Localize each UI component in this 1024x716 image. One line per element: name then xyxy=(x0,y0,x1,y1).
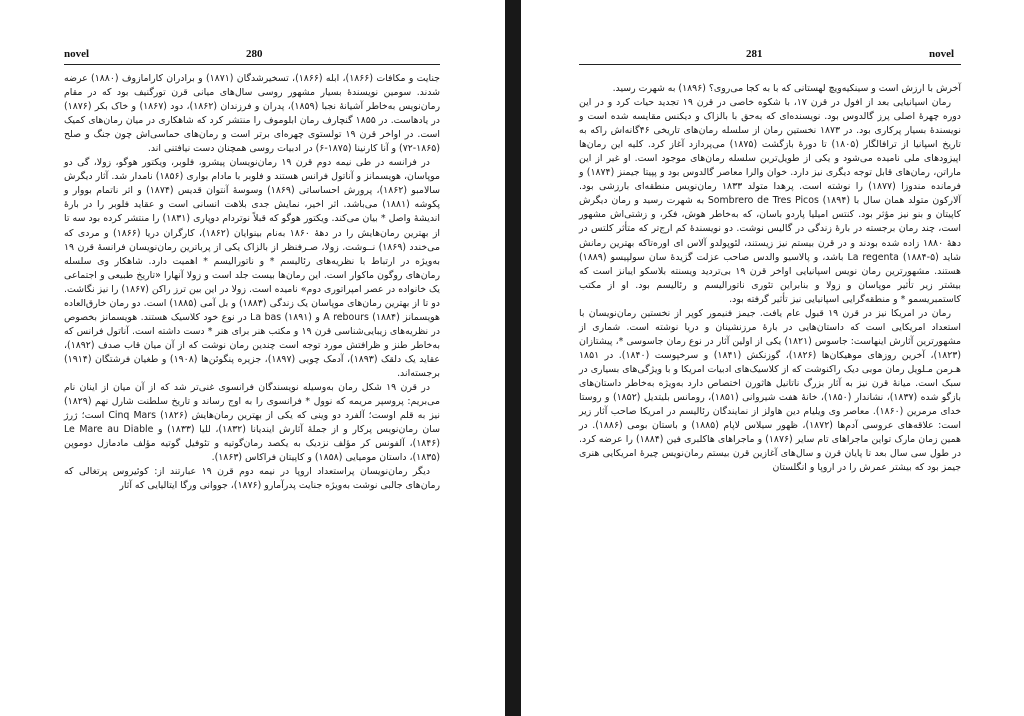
page-header-title: novel xyxy=(64,48,90,60)
page-header-title: novel xyxy=(929,48,955,60)
page-body xyxy=(64,72,440,493)
paragraph: جنایت و مکافات (۱۸۶۶)، ابله (۱۸۶۶)، تسخیرشدگان (۱۸۷۱) و برادران کارامازوف (۱۸۸۰) عرضه شدند. سومین نویسندهٔ بسیار مشهور روسی سال‌های میانی قرن تورگنیف بود که در مقام رمان‌نویس به‌خاطر آشیانهٔ نجبا (۱۸۵۹)، پدران و فرزندان (۱۸۶۲)، دود (۱۸۶۷) و خاک بکر (۱۸۷۶) در یادهاست. در ۱۸۵۵ گنچارف رمان ابلوموف را منتشر کرد که شاهکاری در میان رمان‌های کمیک است. در اواخر قرن ۱۹ تولستوی چهره‌ای برتر است و رمان‌های حماسی‌اش چون جنگ و صلح (۱۸۶۵-۷۲) و آنا کارنینا (۱۸۷۵-۶) در ادبیات روسی همچنان دست نیافتنی اند. xyxy=(64,73,440,155)
page-number: 280 xyxy=(246,48,263,60)
paragraph: در فرانسه در طی نیمه دوم قرن ۱۹ رمان‌نویسان پیشرو، فلوبر، ویکتور هوگو، زولا، گی دو موپاسان، هویسمانز و آناتول فرانس هستند و فلوبر با مادام بواری (۱۸۵۶) نامدار شد. آثار دیگرش سالامبو (۱۸۶۲)، پرورش احساساتی (۱۸۶۹) وسوسهٔ آنتوان قدیس (۱۸۷۴) و اثر ناتمام بووار و پکوشه (۱۸۸۱) می‌باشد. اثر اخیر، نمایش جدی بلاهت انسانی است و عقاید فلوبر را در بارهٔ اندیشهٔ واصل * بیان می‌کند. ویکتور هوگو که قبلاً نوتردام دوپاری (۱۸۳۱) را منتشر کرده بود سه تا از بهترین رمان‌هایش را در دههٔ ۱۸۶۰ به‌نام بینوایان (۱۸۶۲)، کارگران دریا (۱۸۶۶) و مردی که می‌خندد (۱۸۶۹) نــوشت. زولا، صـرفنظر از بالزاک یکی از پرباترین رمان‌نویسان فرانسهٔ قرن ۱۹ به‌ویژه در ارتباط با نظریه‌های رئالیسم * و ناتورالیسم * اهمیت دارد. شاهکار وی سلسله رمان‌های روگون ماکوار است. این رمان‌ها بیست جلد است و زولا آنهارا «تاریخ طبیعی و اجتماعی یک خانواده در عصر امپراتوری دوم» نامیده است. زولا در این بین ترز راکن (۱۸۶۷) را نیز نگاشت. دو تا از بهترین رمان‌های موپاسان یک زندگی (۱۸۸۳) و بل آمی (۱۸۸۵) است. دو رمان خارق‌العاده هویسمانز A rebours (۱۸۸۴) و La bas (۱۸۹۱) در نوع خود کلاسیک هستند. هویسمانز بخصوص در نظریه‌های زیبایی‌شناسی قرن ۱۹ و مکتب هنر برای هنر * دست داشته است. آناتول فرانس که به‌خاطر طنز و ظرافتش مورد توجه است چندین رمان نوشت که از آن میان قاب صدف (۱۸۹۲)، عقاید یک دلقک (۱۸۹۳)، آدمک چوبی (۱۸۹۷)، جزیره پنگوئن‌ها (۱۹۰۸) و طغیان فرشتگان (۱۹۱۴) برجسته‌اند. xyxy=(64,157,440,379)
paragraph: در قرن ۱۹ شکل رمان به‌وسیله نویسندگان فرانسوی غنی‌تر شد که از آن میان از اینان نام می‌بریم: پروسپر مریمه که نوول * فرانسوی را به اوج رساند و تاریخ سلطنت شارل نهم (۱۸۲۹) نیز به قلم اوست؛ آلفرد دو وینی که یکی از بهترین رمان‌هایش Cinq Mars (۱۸۲۶) است؛ ژرژ سان رمان‌نویس پرکار و از جملهٔ آثارش ایندیانا (۱۸۳۲)، للیا (۱۸۳۳) و Le Mare au Diable (۱۸۴۶)، آلفونس کر مؤلف نزدیک به یکصد رمان‌گوتیه و تئوفیل گوتیه مؤلف مادمازل دوموپن (۱۸۳۵)، داستان مومیایی (۱۸۵۸) و کاپیتان فراکاس (۱۸۶۳). xyxy=(64,382,441,464)
page-body xyxy=(579,82,961,475)
left-page xyxy=(0,0,505,716)
paragraph: رمان در امریکا نیز در قرن ۱۹ قبول عام یافت. جیمز فنیمور کوپر از نخستین رمان‌نویسان با استعداد امریکایی است که داستان‌هایی در بارهٔ مرزنشینان و دریا نوشته است. شماری از مشهورترین آثارش اینهاست: جاسوس (۱۸۲۱) یکی از اولین آثار در نوع رمان جاسوسی *، پیشتازان (۱۸۲۳)، آخرین روزهای موهیکان‌ها (۱۸۲۶)، گوزنکش (۱۸۴۱) و سرخپوست (۱۸۴۰). در ۱۸۵۱ هـرمن مـلویل رمان موبی دیک راکنوشت که از کلاسیک‌های ادبیات امریکا و با ویژگی‌های بسیاری در سبک است. میانهٔ قرن نیز به آثار بزرگ ناتانیل هاثورن اختصاص دارد به‌ویژه به‌خاطر داستان‌های بازگو شده (۱۸۳۷)، نشاندار (۱۸۵۰)، خانهٔ هفت شیروانی (۱۸۵۱)، رومانس بلیتدیل (۱۸۵۲) و روستا خدای مرمرین (۱۸۶۰). معاصر وی ویلیام دین هاولز از نمایندگان رئالیسم در امریکا صاحب آثار زیر است: علاقه‌های عروسی آدم‌ها (۱۸۷۲)، ظهور سیلاس لاپام (۱۸۸۵) و باستان بومی (۱۸۸۶). در همین زمان مارک تواین ماجراهای تام سایر (۱۸۷۶) و ماجراهای هاکلبری فین (۱۸۸۴) را عرضه کرد. در طول سی سال بعد تا پایان قرن و سال‌های آغازین قرن بیستم رمان‌نویس چیرهٔ امریکایی هنری جیمز بود که بیشتر عمرش را در اروپا و انگلستان xyxy=(579,307,962,474)
page-number: 281 xyxy=(746,48,763,60)
paragraph: دیگر رمان‌نویسان پراستعداد اروپا در نیمه دوم قرن ۱۹ عبارتند از: کوئیروس پرتغالی که رمان‌های جالبی نوشت به‌ویژه جنایت پدرآمارو (۱۸۷۶)، جووانی ورگا ایتالیایی که آثار xyxy=(64,466,440,492)
header-rule xyxy=(579,64,961,65)
paragraph: رمان اسپانیایی بعد از افول در قرن ۱۷، با شکوه خاصی در قرن ۱۹ تجدید حیات کرد و در این دوره چهرهٔ اصلی پرز گالدوس بود. نویسنده‌ای که به‌حق با بالزاک و دیکنس مقایسه شده است و نویسندهٔ بسیار پرکاری بود. در ۱۸۷۳ نخستین رمان از سلسله رمان‌های تاریخی ۴۶گانه‌اش راکه به تاریخ اسپانیا از ترافالگار (۱۸۰۵) تا دورهٔ بازگشت (۱۸۷۵) می‌پردازد آغاز کرد. کلیه این رمان‌ها اپیزودهای ملی نامیده می‌شود و یکی از طویل‌ترین سلسله رمان‌های موجود است. او غیر از این ماراتن، رمان‌های قابل توجه دیگری نیز دارد. خوان والرا معاصر گالدوس بود و پپیتا جیمنز (۱۸۷۴) و فرمانده مندوزا (۱۸۷۷) را نوشته است. پرهدا متولد ۱۸۳۳ رمان‌نویس منطقه‌ای بارزشی بود. آلارکون متولد همان سال با Sombrero de Tres Picos (۱۸۹۴) به شهرت رسید و رمان دیگرش کاپیتان و بنو نیز مؤثر بود. کنتس امیلیا پاردو باسان، که به‌خاطر هوش، فکر، و زشتی‌اش مشهور است، چند رمان برجسته در بارهٔ زندگی در گالیس نوشت. دو نویسندهٔ کم ارج‌تر که متأثر کلتس در دههٔ ۱۸۸۰ زاده شده بودند و در قرن بیستم نیز زیستند، لئوپولدو آلاس ای اوره‌تاکه بهترین رمانش شاید La regenta (۱۸۸۴-۵) باشد، و پالاسیو والدس صاحب عزلت گزیدهٔ سان سولپیسو (۱۸۸۹) هستند. مشهورترین رمان نویس اسپانیایی اواخر قرن ۱۹ بی‌تردید ویسنته بلاسکو ایبانز است که بیشتر زیر تأثیر موپاسان و زولا و بنابراین تئوری ناتورالیسم و رئالیسم بود. او از مکتب کاستمبریسمو * و منطقه‌گرایی اسپانیایی نیز تأثیر گرفته بود. xyxy=(579,97,962,305)
header-rule xyxy=(64,64,440,65)
paragraph: آخرش با ارزش است و سینکیه‌ویچ لهستانی که با به کجا می‌روی؟ (۱۸۹۶) به شهرت رسید. xyxy=(612,83,961,94)
right-page xyxy=(521,0,1024,716)
